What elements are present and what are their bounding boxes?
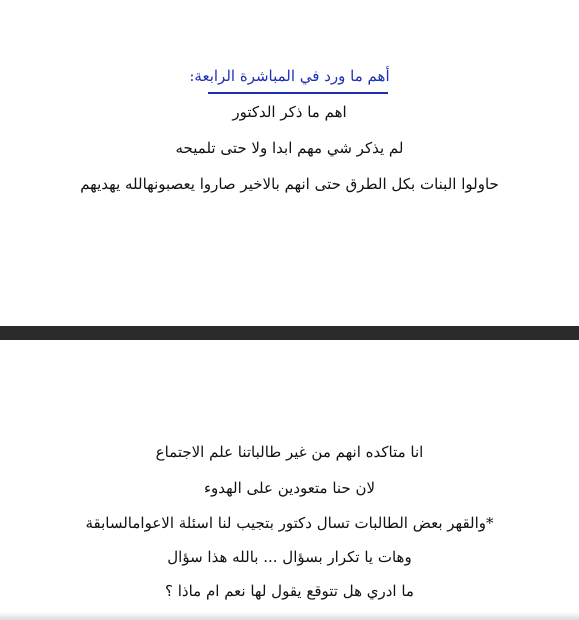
document-page-2 xyxy=(0,340,579,620)
section-heading: أهم ما ورد في المباشرة الرابعة: xyxy=(189,67,390,85)
paragraph-line: *والقهر بعض الطالبات تسال دكتور بتجيب لنا اسئلة الاعوامالسابقة xyxy=(85,514,494,532)
paragraph-line: ما ادري هل تتوقع يقول لها نعم ام ماذا ؟ xyxy=(165,582,414,600)
heading-underline xyxy=(208,92,388,94)
paragraph-line: اهم ما ذكر الدكتور xyxy=(232,103,347,121)
paragraph-line: انا متاكده انهم من غير طالباتنا علم الاجتماع xyxy=(155,443,424,461)
paragraph-line: وهات يا تكرار بسؤال ... بالله هذا سؤال xyxy=(167,548,412,566)
page-separator xyxy=(0,326,579,340)
paragraph-line: لم يذكر شي مهم ابدا ولا حتى تلميحه xyxy=(175,139,404,157)
paragraph-line: حاولوا البنات بكل الطرق حتى انهم بالاخير صاروا يعصبونهالله يهديهم xyxy=(80,175,499,193)
page-bottom-shadow xyxy=(0,612,579,620)
paragraph-line: لان حنا متعودين على الهدوء xyxy=(203,479,376,497)
